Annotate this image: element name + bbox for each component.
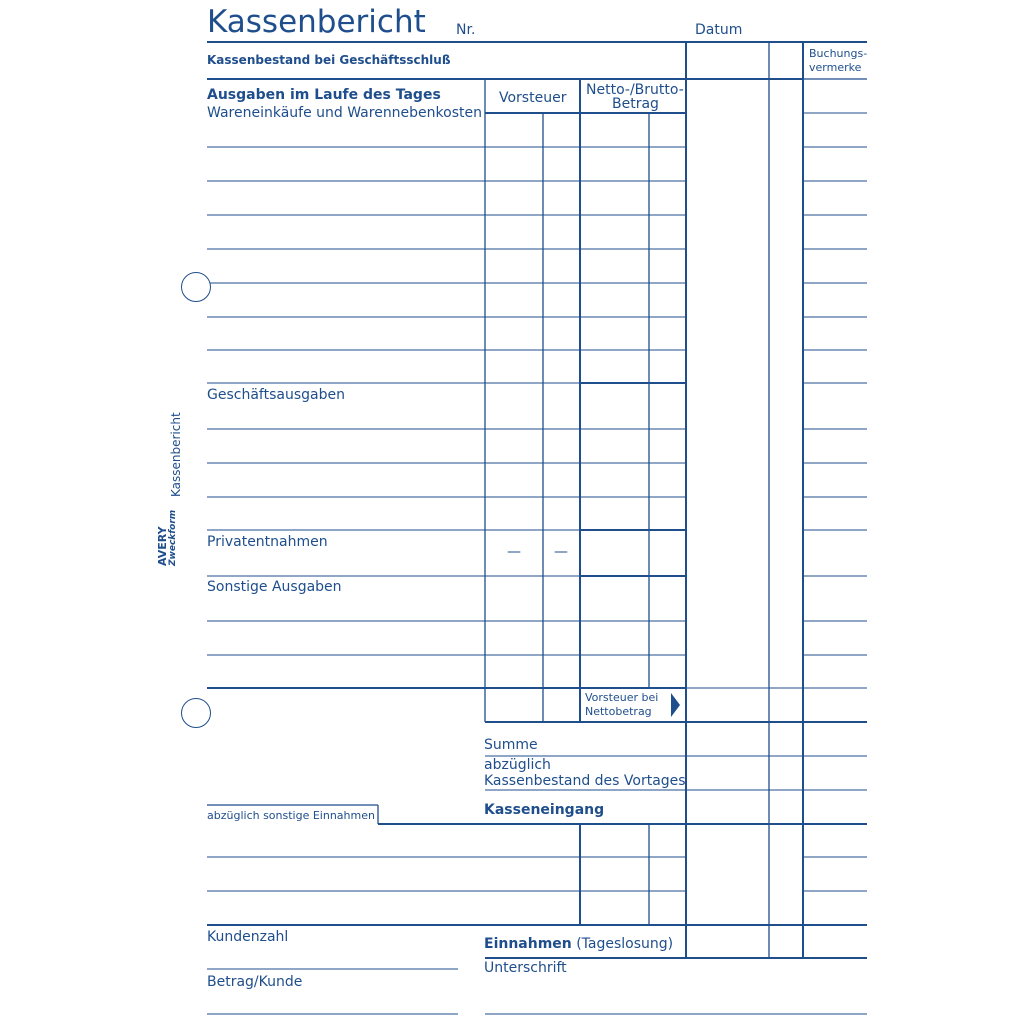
sonstige-einnahmen-label: abzüglich sonstige Einnahmen <box>207 809 375 822</box>
netto-brutto-header-1: Netto-/Brutto- <box>586 82 684 98</box>
ausgaben-title: Ausgaben im Laufe des Tages <box>207 87 441 103</box>
vorsteuer-header: Vorsteuer <box>499 90 567 106</box>
buchungsvermerke-label-2: vermerke <box>809 61 862 74</box>
einnahmen-rest: (Tageslosung) <box>576 936 674 952</box>
punch-hole-top <box>181 272 211 302</box>
betrag-kunde-label: Betrag/Kunde <box>207 974 303 990</box>
sidebar-form-name: Kassenbericht <box>169 412 183 497</box>
privatentnahmen-dash-1: — <box>507 544 521 560</box>
vorsteuer-bei-label-2: Nettobetrag <box>585 705 652 718</box>
page-title: Kassenbericht <box>207 4 426 40</box>
brand-logo <box>156 509 178 566</box>
arrow-icon <box>671 693 680 717</box>
privatentnahmen-label: Privatentnahmen <box>207 534 328 550</box>
netto-brutto-header-2: Betrag <box>612 96 659 112</box>
datum-label: Datum <box>695 22 743 38</box>
kassenbestand-vortages-label: Kassenbestand des Vortages <box>484 773 686 789</box>
kassenbestand-label: Kassenbestand bei Geschäftsschluß <box>207 53 451 67</box>
einnahmen-bold: Einnahmen <box>484 936 572 952</box>
einnahmen-label <box>484 936 673 952</box>
brand-name-2: Zweckform <box>168 509 178 566</box>
unterschrift-label: Unterschrift <box>484 960 567 976</box>
nr-label: Nr. <box>456 22 476 38</box>
vorsteuer-bei-label-1: Vorsteuer bei <box>585 691 659 704</box>
kasseneingang-label: Kasseneingang <box>484 802 605 818</box>
geschaeftsausgaben-label: Geschäftsausgaben <box>207 387 345 403</box>
privatentnahmen-dash-2: — <box>554 544 568 560</box>
kundenzahl-label: Kundenzahl <box>207 929 289 945</box>
buchungsvermerke-label-1: Buchungs- <box>809 47 868 60</box>
abzueglich-label: abzüglich <box>484 757 551 773</box>
sonstige-ausgaben-label: Sonstige Ausgaben <box>207 579 342 595</box>
brand-name-1: AVERY <box>156 526 169 566</box>
summe-label: Summe <box>484 737 538 753</box>
ausgaben-subtitle: Wareneinkäufe und Warennebenkosten <box>207 105 482 121</box>
punch-hole-bottom <box>181 698 211 728</box>
